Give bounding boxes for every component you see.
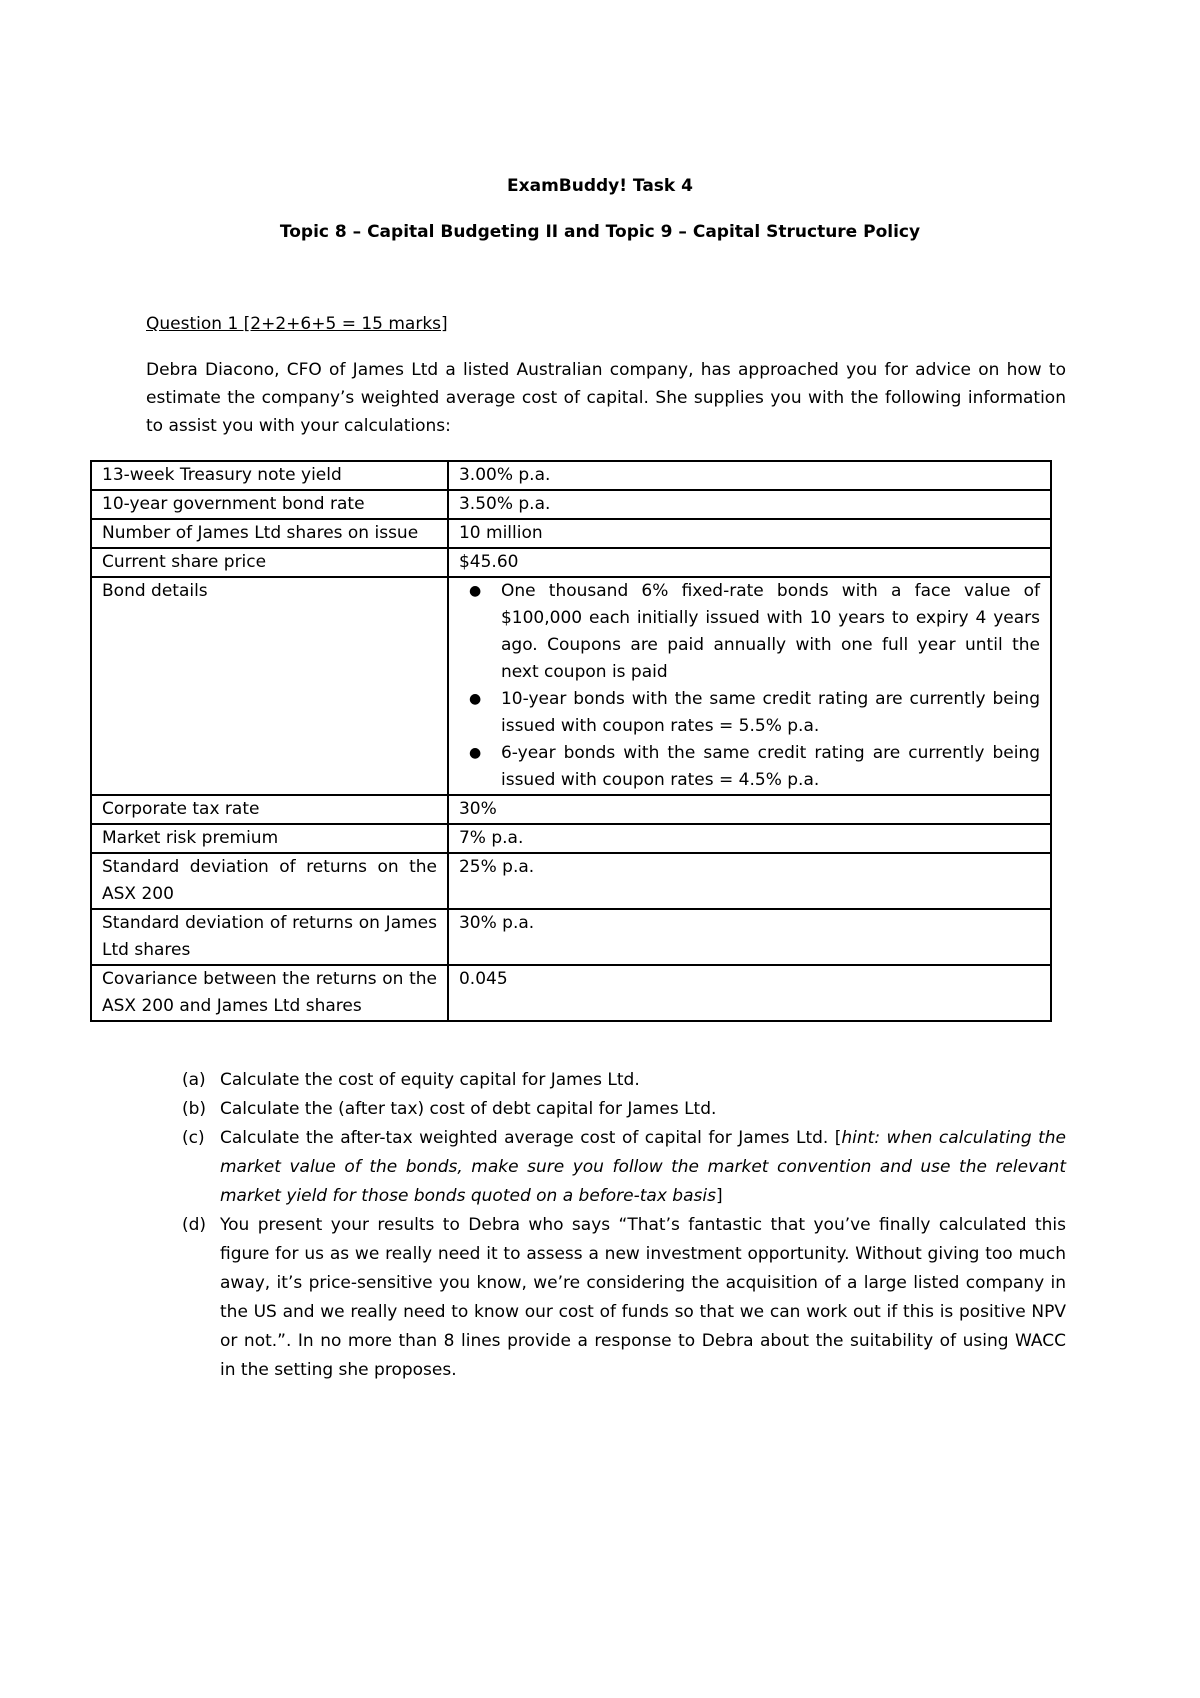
row-value: $45.60 <box>448 548 1051 577</box>
question-part-b <box>146 1095 1066 1124</box>
row-label: Standard deviation of returns on the ASX 200 <box>91 853 448 909</box>
row-label: 10-year government bond rate <box>91 490 448 519</box>
bullet-text: 6-year bonds with the same credit rating are currently being issued with coupon rates = 4.5% p.a. <box>500 743 1040 790</box>
table-row <box>91 795 1051 824</box>
row-label: Bond details <box>91 577 448 795</box>
question-heading: Question 1 [2+2+6+5 = 15 marks] <box>146 314 448 334</box>
row-label: Current share price <box>91 548 448 577</box>
part-text: You present your results to Debra who says “That’s fantastic that you’ve finally calculated this figure for us as we really need it to assess a new investment opportunity. Without giving too much away, it’s price-sensitive you know, we’re considering the acquisition of a large listed company in the US and we really need to know our cost of funds so that we can work out if this is positive NPV or not.”. In no more than 8 lines provide a response to Debra about the suitability of using WACC in the setting she proposes. <box>220 1215 1066 1380</box>
question-parts-list <box>146 1066 1066 1385</box>
row-value: 3.50% p.a. <box>448 490 1051 519</box>
document-title: ExamBuddy! Task 4 <box>507 176 693 196</box>
table-row <box>91 548 1051 577</box>
part-text: Calculate the cost of equity capital for James Ltd. <box>220 1070 640 1090</box>
row-label: Number of James Ltd shares on issue <box>91 519 448 548</box>
bullet-text: 10-year bonds with the same credit rating are currently being issued with coupon rates = 5.5% p.a. <box>500 689 1040 736</box>
part-hint-close: ] <box>715 1186 723 1206</box>
table-row <box>91 824 1051 853</box>
row-value: 30% p.a. <box>448 909 1051 965</box>
bond-details-list <box>459 578 1040 794</box>
part-text: Calculate the after-tax weighted average cost of capital for James Ltd. [ <box>220 1128 842 1148</box>
table-row <box>91 519 1051 548</box>
table-row-bond-details <box>91 577 1051 795</box>
part-label: (c) <box>182 1128 205 1148</box>
information-table <box>90 460 1052 1022</box>
row-label: Standard deviation of returns on James Ltd shares <box>91 909 448 965</box>
question-part-d <box>146 1211 1066 1385</box>
row-label: Corporate tax rate <box>91 795 448 824</box>
bullet-icon: ● <box>468 745 482 761</box>
row-value: 7% p.a. <box>448 824 1051 853</box>
row-label: Market risk premium <box>91 824 448 853</box>
table-row <box>91 909 1051 965</box>
table-row <box>91 853 1051 909</box>
row-value: 30% <box>448 795 1051 824</box>
list-item <box>468 578 1040 686</box>
part-label: (a) <box>182 1070 206 1090</box>
part-text: Calculate the (after tax) cost of debt capital for James Ltd. <box>220 1099 717 1119</box>
row-value: 10 million <box>448 519 1051 548</box>
bond-details-list-cell <box>448 577 1051 795</box>
list-item <box>468 740 1040 794</box>
row-value: 0.045 <box>448 965 1051 1021</box>
question-intro: Debra Diacono, CFO of James Ltd a listed Australian company, has approached you for advice on how to estimate the company’s weighted average cost of capital. She supplies you with the following information to assist you with your calculations: <box>146 360 1066 436</box>
table-row <box>91 965 1051 1021</box>
bullet-icon: ● <box>468 583 482 599</box>
part-label: (b) <box>182 1099 207 1119</box>
part-hint: hint: when calculating the market value of the bonds, make sure you follow the market convention and use the relevant market yield for those bonds quoted on a before-tax basis <box>220 1128 1066 1206</box>
question-part-a <box>146 1066 1066 1095</box>
row-value: 25% p.a. <box>448 853 1051 909</box>
table-row <box>91 490 1051 519</box>
table-row <box>91 461 1051 490</box>
row-label: Covariance between the returns on the ASX 200 and James Ltd shares <box>91 965 448 1021</box>
row-value: 3.00% p.a. <box>448 461 1051 490</box>
list-item <box>468 686 1040 740</box>
bullet-text: One thousand 6% fixed-rate bonds with a face value of $100,000 each initially issued with 10 years to expiry 4 years ago. Coupons are paid annually with one full year until the next coupon is paid <box>500 581 1040 682</box>
question-part-c <box>146 1124 1066 1211</box>
bullet-icon: ● <box>468 691 482 707</box>
document-subtitle: Topic 8 – Capital Budgeting II and Topic 9 – Capital Structure Policy <box>279 222 921 242</box>
part-label: (d) <box>182 1215 207 1235</box>
row-label: 13-week Treasury note yield <box>91 461 448 490</box>
